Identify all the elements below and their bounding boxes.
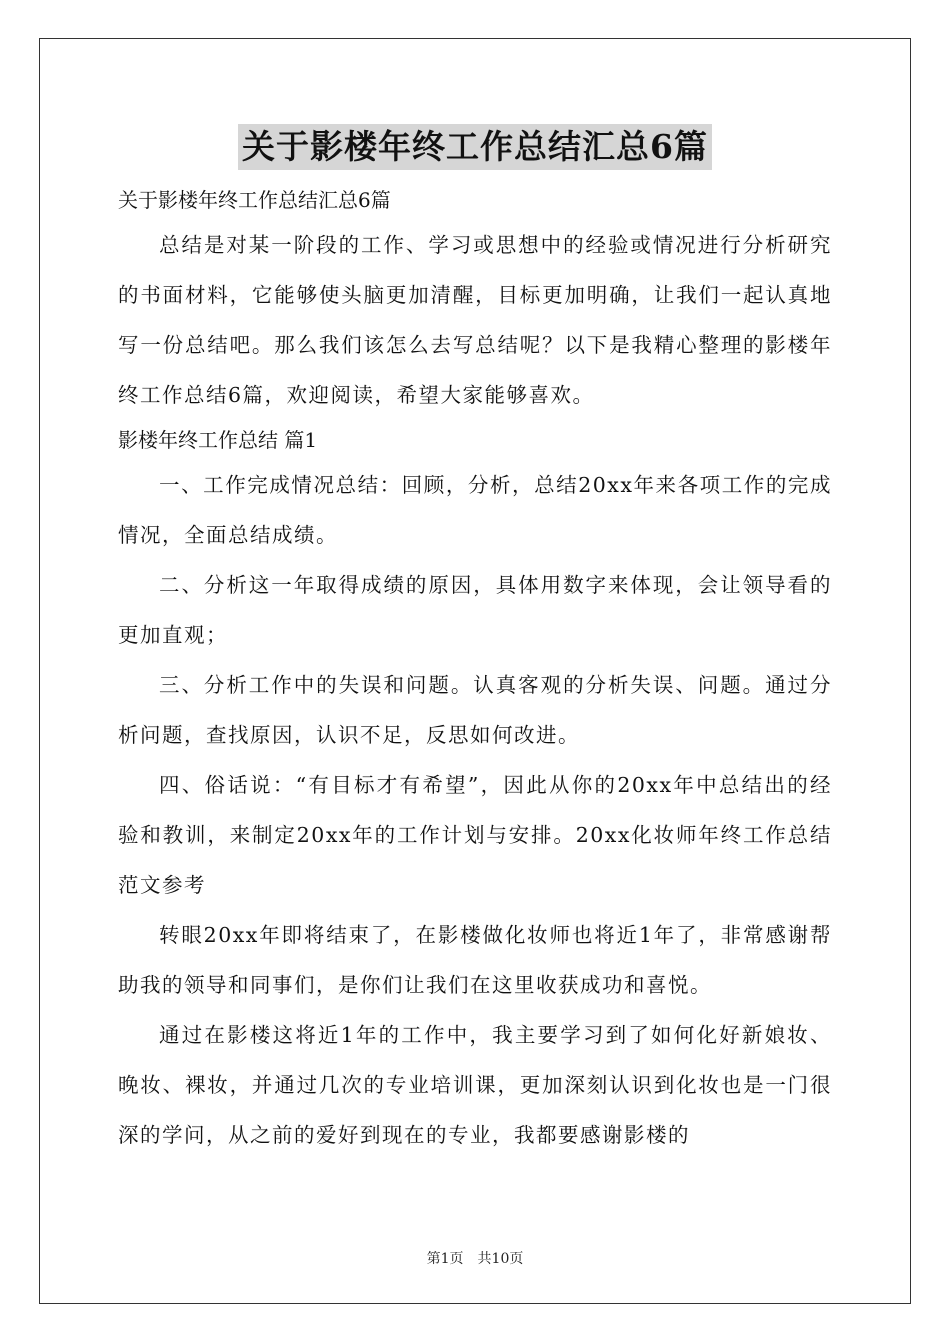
- document-body: [118, 180, 832, 1160]
- intro-paragraph: 总结是对某一阶段的工作、学习或思想中的经验或情况进行分析研究的书面材料，它能够使头脑更加清醒，目标更加明确，让我们一起认真地写一份总结吧。那么我们该怎么去写总结呢？以下是我精心整理的影楼年终工作总结6篇，欢迎阅读，希望大家能够喜欢。: [118, 233, 832, 407]
- body-paragraph-1: 一、工作完成情况总结：回顾，分析，总结20xx年来各项工作的完成情况，全面总结成绩。: [118, 473, 832, 547]
- title-container: [0, 124, 950, 170]
- body-paragraph-5: 转眼20xx年即将结束了，在影楼做化妆师也将近1年了，非常感谢帮助我的领导和同事们，是你们让我们在这里收获成功和喜悦。: [118, 923, 832, 997]
- body-paragraph-2: 二、分析这一年取得成绩的原因，具体用数字来体现，会让领导看的更加直观；: [118, 573, 832, 647]
- body-paragraph-4: 四、俗话说：“有目标才有希望”，因此从你的20xx年中总结出的经验和教训，来制定20xx年的工作计划与安排。20xx化妆师年终工作总结范文参考: [118, 773, 832, 897]
- document-title: 关于影楼年终工作总结汇总6篇: [238, 124, 712, 170]
- page-footer: 第1页 共10页: [426, 1251, 524, 1267]
- document-subtitle: 关于影楼年终工作总结汇总6篇: [118, 188, 391, 212]
- body-paragraph-6: 通过在影楼这将近1年的工作中，我主要学习到了如何化好新娘妆、晚妆、裸妆，并通过几次的专业培训课，更加深刻认识到化妆也是一门很深的学问，从之前的爱好到现在的专业，我都要感谢影楼的: [118, 1023, 832, 1147]
- section-heading: 影楼年终工作总结 篇1: [118, 428, 318, 452]
- body-paragraph-3: 三、分析工作中的失误和问题。认真客观的分析失误、问题。通过分析问题，查找原因，认识不足，反思如何改进。: [118, 673, 832, 747]
